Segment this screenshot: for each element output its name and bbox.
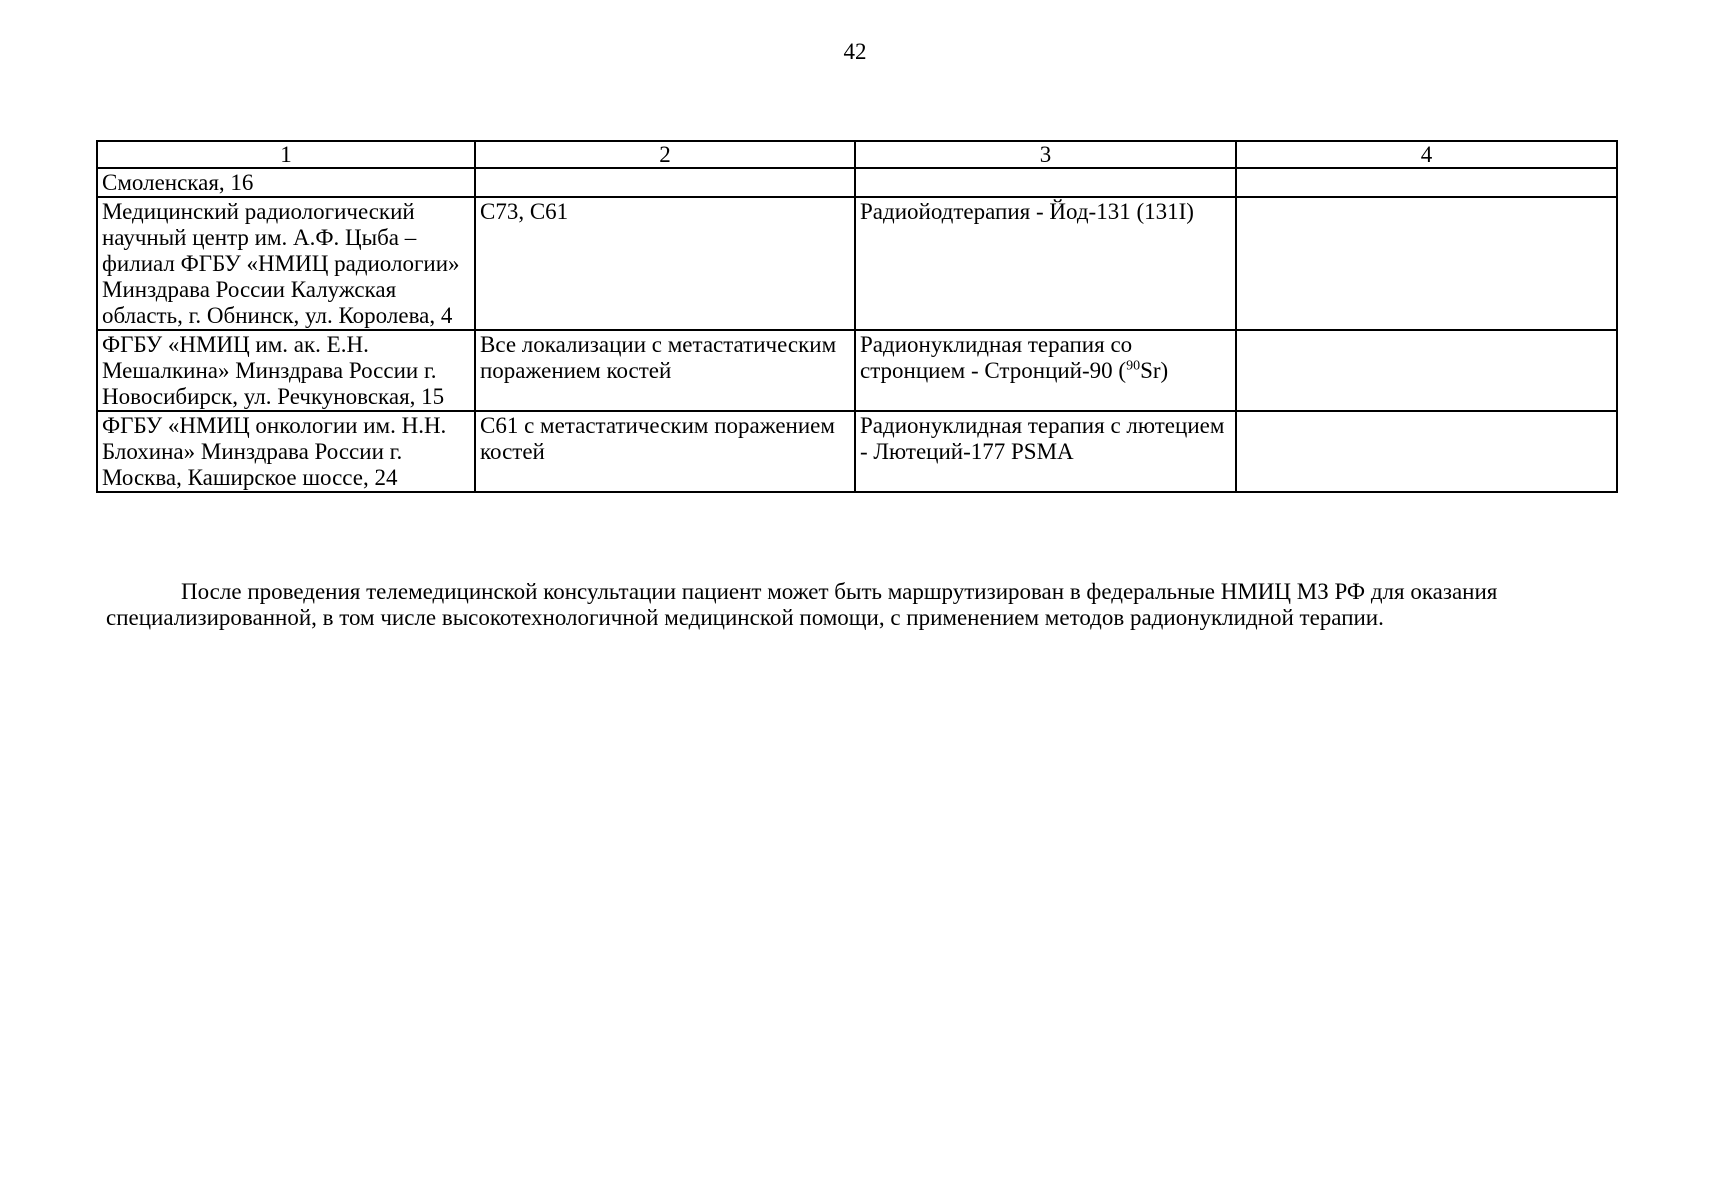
page-number: 42 [843,39,867,64]
table-header-row [97,141,1617,168]
cell-notes [1236,197,1617,330]
routing-table [96,140,1618,493]
isotope-mass-number: 90 [1126,358,1141,374]
header-cell-4: 4 [1236,141,1617,168]
therapy-text-suffix: Sr) [1140,358,1169,383]
cell-notes [1236,330,1617,411]
header-cell-2: 2 [475,141,855,168]
therapy-text-prefix: Радионуклидная терапия со стронцием - Стронций-90 ( [860,332,1133,383]
cell-institution: Смоленская, 16 [97,168,475,197]
cell-institution: Медицинский радиологический научный центр им. А.Ф. Цыба – филиал ФГБУ «НМИЦ радиологии» Минздрава России Калужская область, г. Обнинск, ул. Королева, 4 [97,197,475,330]
cell-diagnosis: Все локализации с метастатическим поражением костей [475,330,855,411]
cell-therapy: Радионуклидная терапия с лютецием - Лютеций-177 PSMA [855,411,1236,492]
table-row [97,197,1617,330]
cell-diagnosis: С61 с метастатическим поражением костей [475,411,855,492]
table-row [97,168,1617,197]
table-row [97,330,1617,411]
header-cell-1: 1 [97,141,475,168]
cell-institution: ФГБУ «НМИЦ онкологии им. Н.Н. Блохина» Минздрава России г. Москва, Каширское шоссе, 24 [97,411,475,492]
cell-notes [1236,168,1617,197]
table-row [97,411,1617,492]
header-cell-3: 3 [855,141,1236,168]
cell-notes [1236,411,1617,492]
cell-diagnosis: С73, С61 [475,197,855,330]
routing-note-paragraph: После проведения телемедицинской консультации пациент может быть маршрутизирован в федеральные НМИЦ МЗ РФ для оказания специализированной, в том числе высокотехнологичной медицинской помощи, с применением методов радионуклидной терапии. [106,579,1498,630]
cell-institution: ФГБУ «НМИЦ им. ак. Е.Н. Мешалкина» Минздрава России г. Новосибирск, ул. Речкуновская, 15 [97,330,475,411]
cell-therapy [855,168,1236,197]
cell-therapy: Радиойодтерапия - Йод-131 (131I) [855,197,1236,330]
cell-diagnosis [475,168,855,197]
cell-therapy [855,330,1236,411]
